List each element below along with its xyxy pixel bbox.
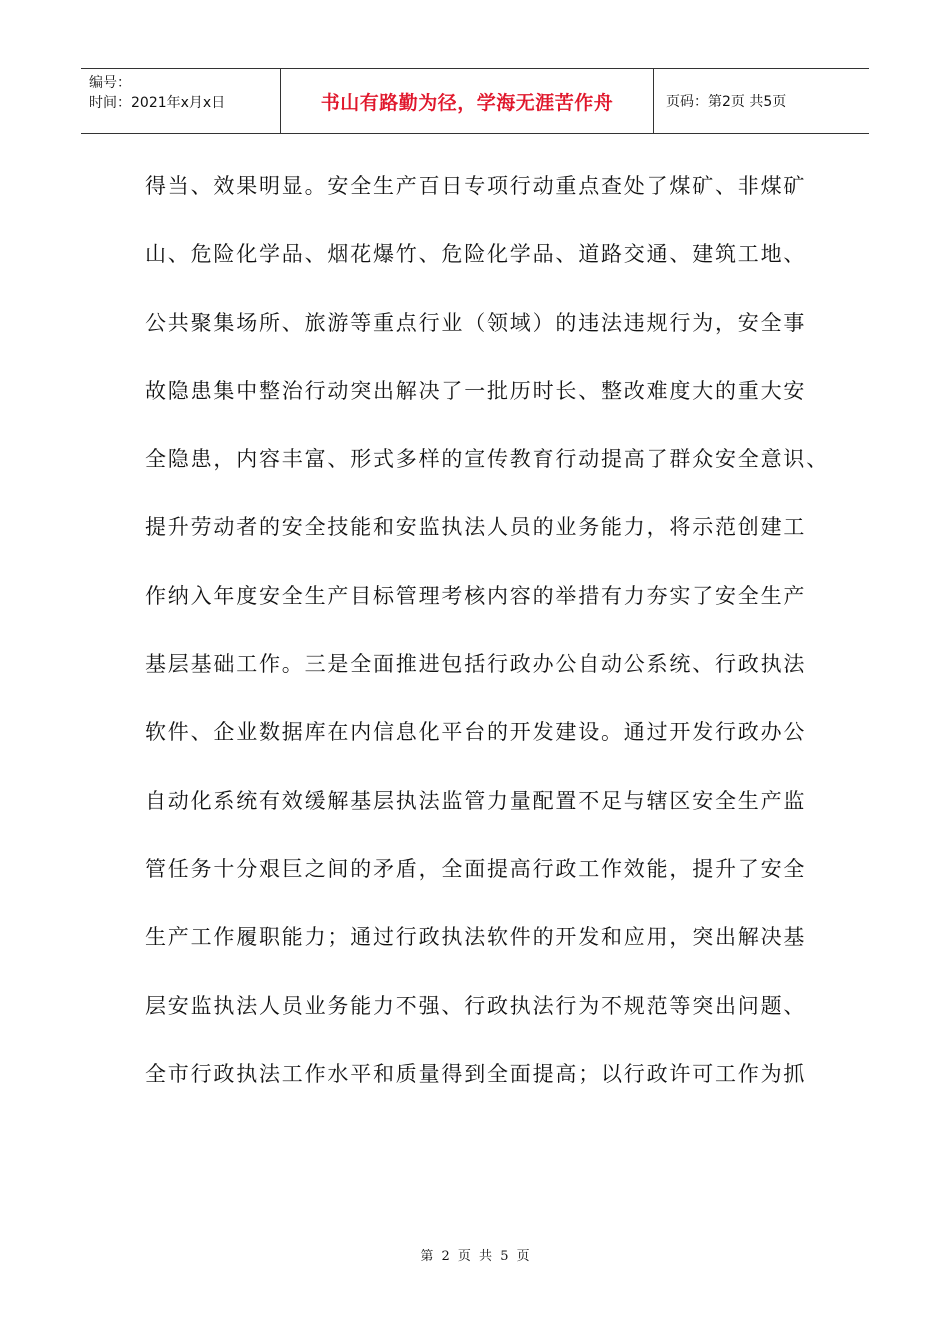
body-line: 公共聚集场所、旅游等重点行业（领域）的违法违规行为，安全事 <box>145 310 807 335</box>
body-line: 层安监执法人员业务能力不强、行政执法行为不规范等突出问题、 <box>145 993 807 1018</box>
footer-page-number: 第 2 页 共 5 页 <box>420 1249 530 1264</box>
header-motto: 书山有路勤为径，学海无涯苦作舟 <box>320 91 614 114</box>
document-number-label: 编号： <box>89 75 131 91</box>
body-line: 山、危险化学品、烟花爆竹、危险化学品、道路交通、建筑工地、 <box>145 242 807 267</box>
body-line: 基层基础工作。三是全面推进包括行政办公自动公系统、行政执法 <box>145 652 807 677</box>
body-line: 全市行政执法工作水平和质量得到全面提高；以行政许可工作为抓 <box>145 1061 807 1086</box>
header-page-label: 页码：第2页 共5页 <box>666 94 787 110</box>
body-line: 生产工作履职能力；通过行政执法软件的开发和应用，突出解决基 <box>145 925 807 950</box>
body-line: 故隐患集中整治行动突出解决了一批历时长、整改难度大的重大安 <box>145 378 807 403</box>
body-line: 自动化系统有效缓解基层执法监管力量配置不足与辖区安全生产监 <box>145 788 807 813</box>
document-time-label: 时间：2021年x月x日 <box>89 95 226 111</box>
header-meta-cell <box>81 69 281 133</box>
body-line: 软件、企业数据库在内信息化平台的开发建设。通过开发行政办公 <box>145 720 807 745</box>
header-page-cell <box>654 69 869 133</box>
body-line: 提升劳动者的安全技能和安监执法人员的业务能力，将示范创建工 <box>145 515 807 540</box>
body-line: 管任务十分艰巨之间的矛盾，全面提高行政工作效能，提升了安全 <box>145 856 807 881</box>
page-footer <box>0 1245 950 1264</box>
document-header <box>81 68 869 134</box>
header-motto-cell <box>281 69 654 133</box>
document-body <box>145 163 829 1119</box>
body-line: 得当、效果明显。安全生产百日专项行动重点查处了煤矿、非煤矿 <box>145 174 807 198</box>
body-line: 全隐患，内容丰富、形式多样的宣传教育行动提高了群众安全意识、 <box>145 447 829 472</box>
body-line: 作纳入年度安全生产目标管理考核内容的举措有力夯实了安全生产 <box>145 583 807 608</box>
